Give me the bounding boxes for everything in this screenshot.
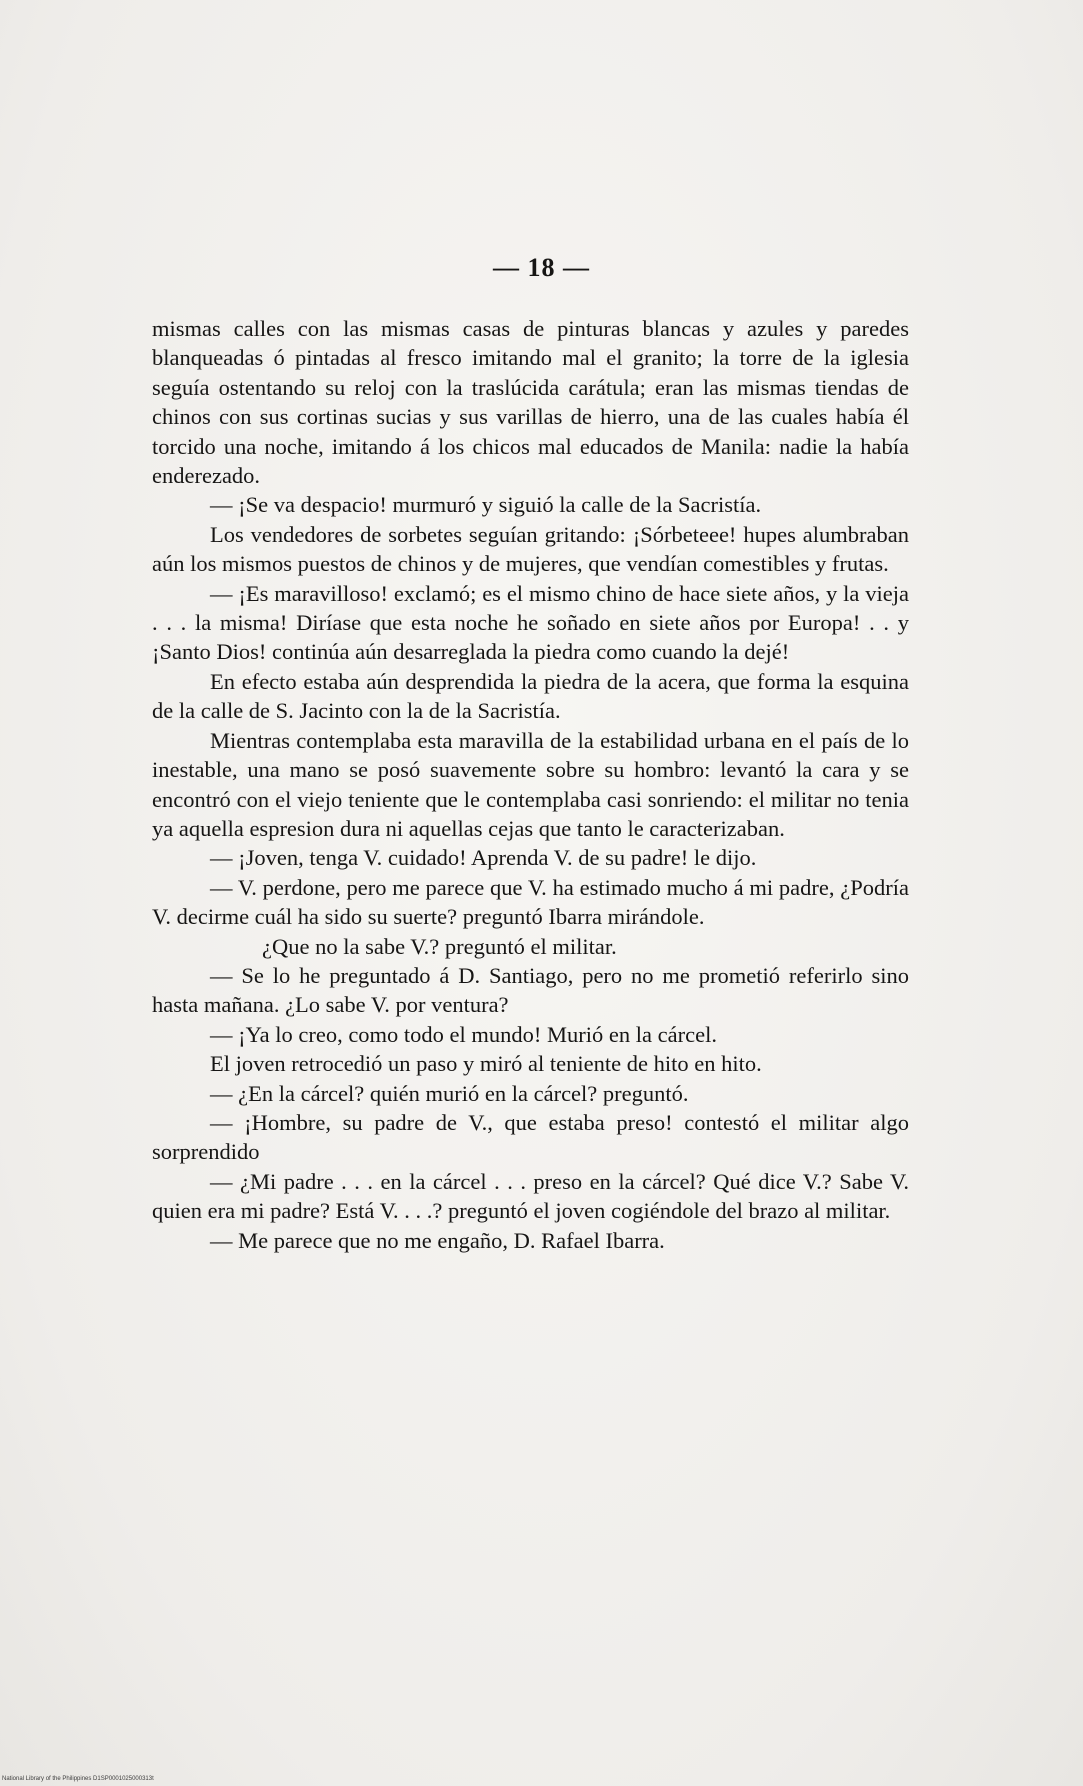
paragraph: — ¡Es maravilloso! exclamó; es el mismo chino de hace siete años, y la vieja . . . la misma! Diríase que esta noche he soñado en siete años por Europa! . . y ¡Santo Dios! continúa aún desarreglada la piedra como cuando la dejé! [152, 580, 909, 665]
paragraph: Los vendedores de sorbetes seguían gritando: ¡Sórbeteee! hupes alumbraban aún los mismos puestos de chinos y de mujeres, que vendían comestibles y frutas. [152, 521, 909, 577]
paragraph: — ¡Joven, tenga V. cuidado! Aprenda V. de su padre! le dijo. [210, 845, 757, 871]
paragraph: En efecto estaba aún desprendida la piedra de la acera, que forma la esquina de la calle de S. Jacinto con la de la Sacristía. [152, 668, 909, 724]
paragraph: El joven retrocedió un paso y miró al teniente de hito en hito. [210, 1051, 762, 1077]
paragraph: — ¡Hombre, su padre de V., que estaba preso! contestó el militar algo sorprendido [152, 1109, 909, 1165]
paragraph: — ¿Mi padre . . . en la cárcel . . . preso en la cárcel? Qué dice V.? Sabe V. quien era mi padre? Está V. . . .? preguntó el joven cogiéndole del brazo al militar. [152, 1168, 909, 1224]
paragraph: ¿Que no la sabe V.? preguntó el militar. [262, 933, 617, 959]
paragraph: — ¡Ya lo creo, como todo el mundo! Murió en la cárcel. [210, 1021, 717, 1047]
paragraph-continuation: mismas calles con las mismas casas de pinturas blancas y azules y paredes blanqueadas ó pintadas al fresco imitando mal el granito; la torre de la iglesia seguía ostentando su reloj con la traslúcida carátula; eran las mismas tiendas de chinos con sus cortinas sucias y sus varillas de hierro, una de las cuales había él torcido una noche, imitando á los chicos mal educados de Manila: nadie la había enderezado. [152, 316, 909, 489]
paragraph: — ¿En la cárcel? quién murió en la cárcel? preguntó. [210, 1080, 689, 1106]
paragraph: — V. perdone, pero me parece que V. ha estimado mucho á mi padre, ¿Podría V. decirme cuál ha sido su suerte? preguntó Ibarra mirándole. [152, 874, 909, 930]
page-number: — 18 — [493, 253, 590, 282]
paragraph: — Se lo he preguntado á D. Santiago, pero no me prometió referirlo sino hasta mañana. ¿Lo sabe V. por ventura? [152, 962, 909, 1018]
library-footer: National Library of the Philippines D1SP0001025000313t [2, 1776, 154, 1782]
paragraph: — ¡Se va despacio! murmuró y siguió la calle de la Sacristía. [210, 492, 762, 518]
paragraph: Mientras contemplaba esta maravilla de la estabilidad urbana en el país de lo inestable, una mano se posó suavemente sobre su hombro: levantó la cara y se encontró con el viejo teniente que le contemplaba casi sonriendo: el militar no tenia ya aquella espresion dura ni aquellas cejas que tanto le caracterizaban. [152, 727, 909, 841]
paragraph: — Me parece que no me engaño, D. Rafael Ibarra. [210, 1227, 665, 1253]
body-text [152, 314, 909, 1255]
